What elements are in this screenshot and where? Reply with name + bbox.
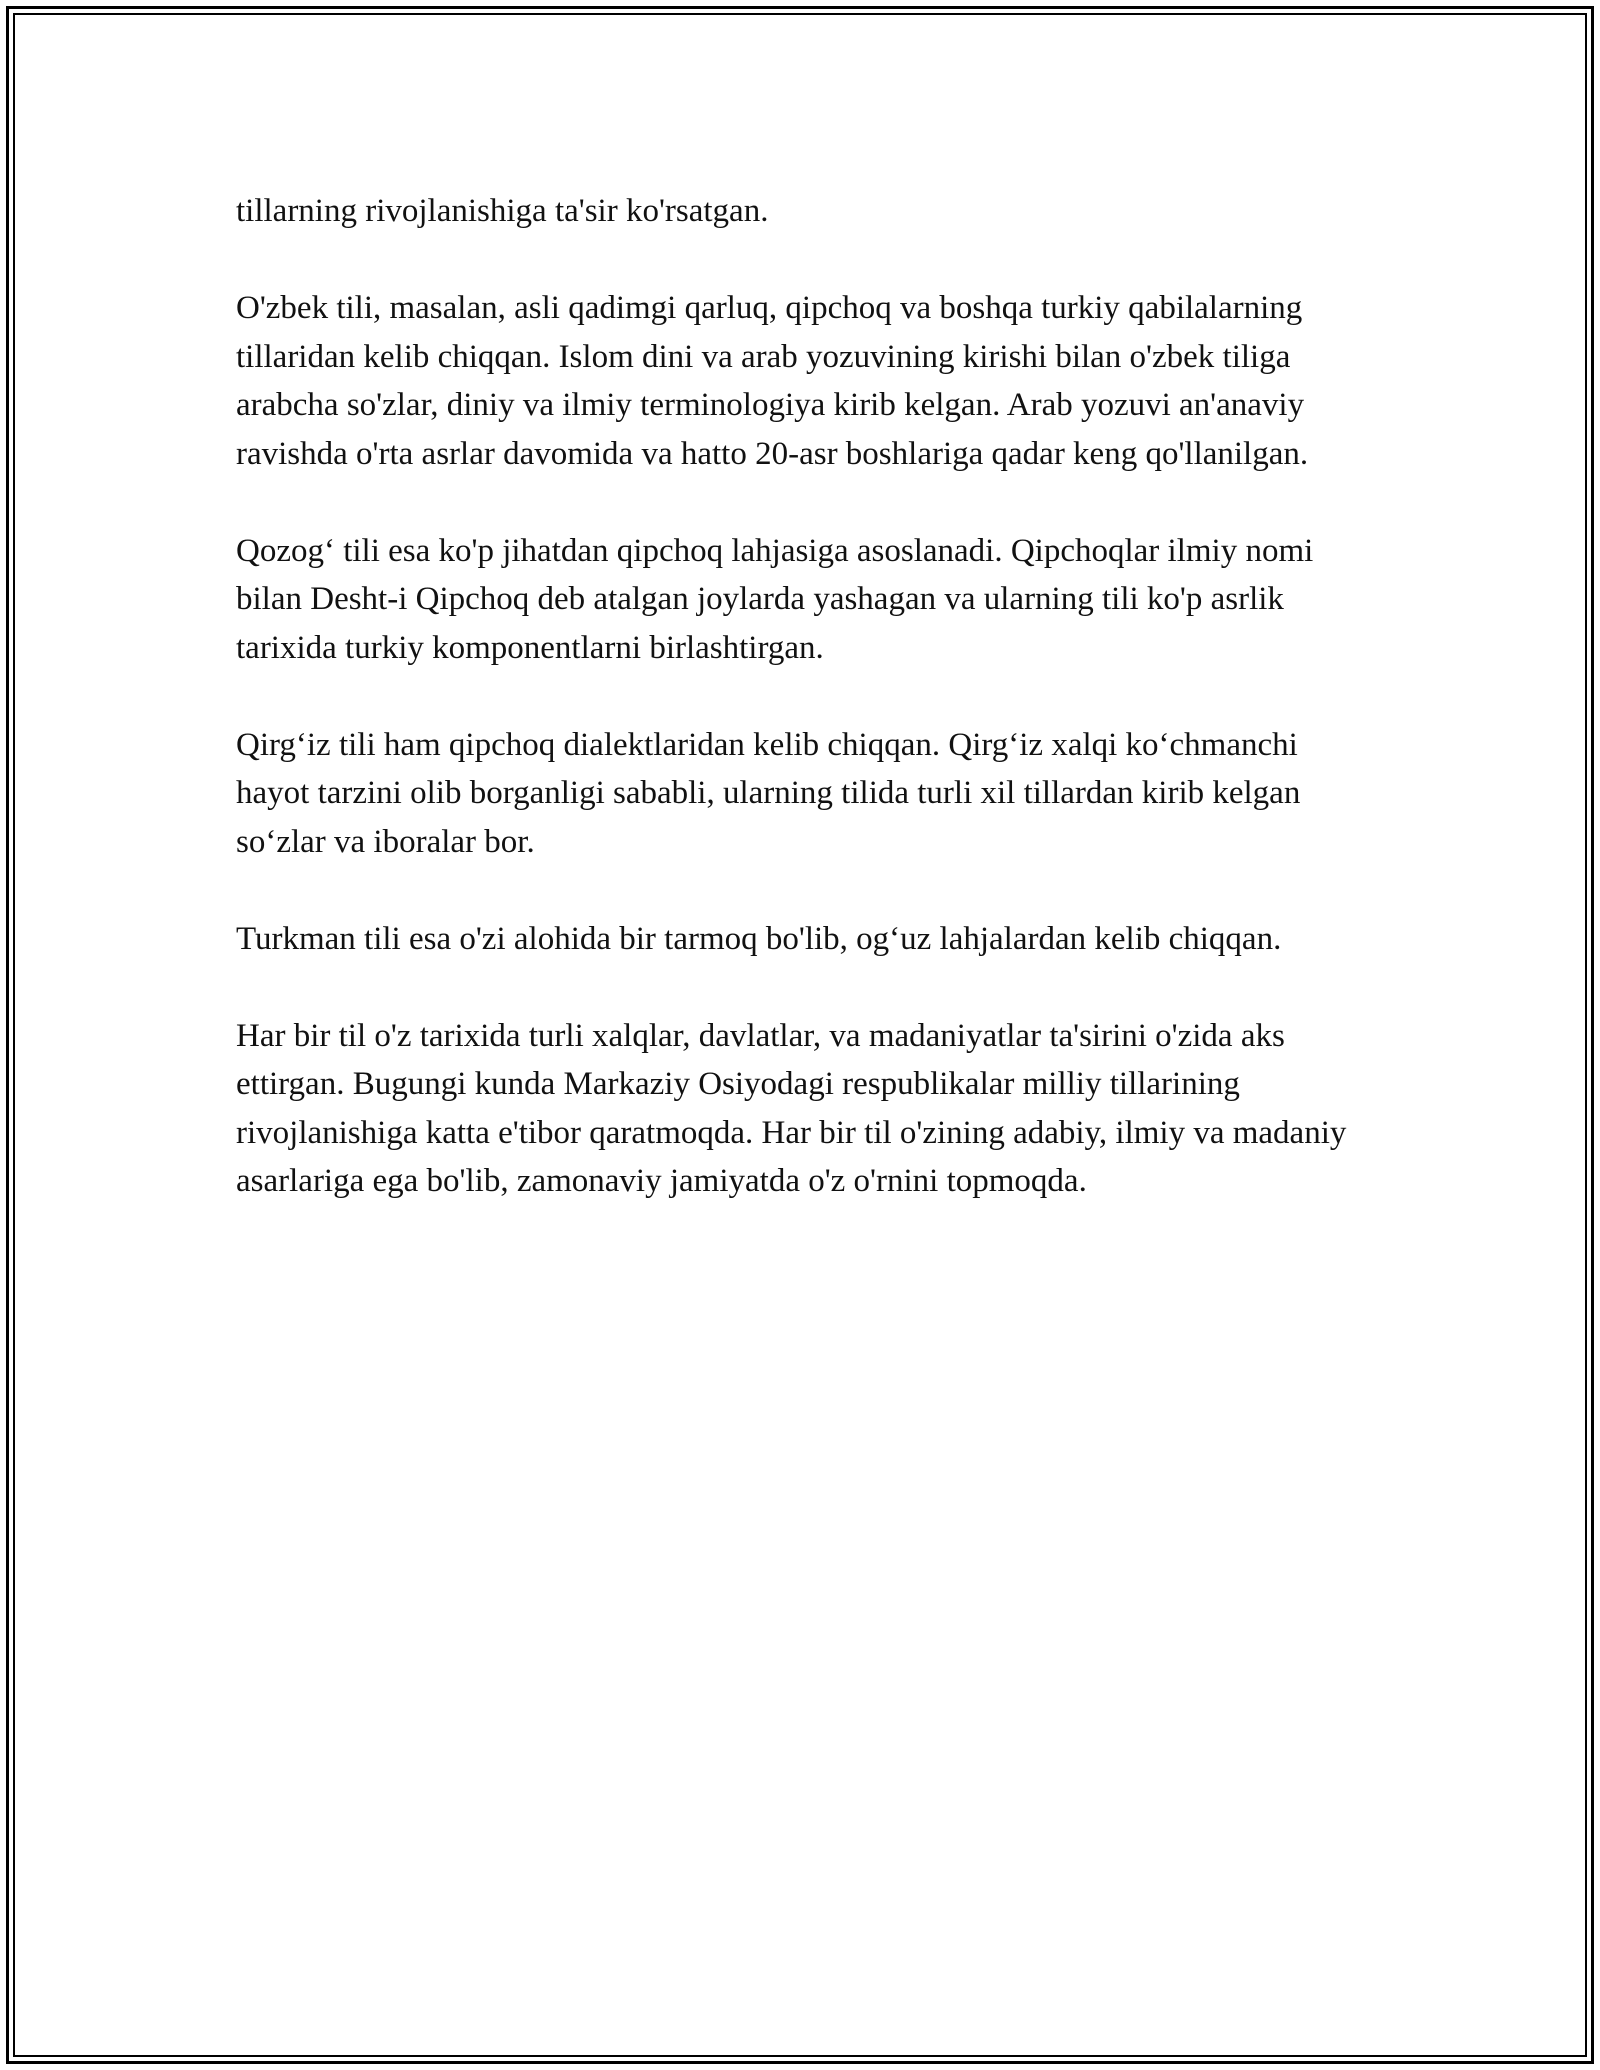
paragraph-2: O'zbek tili, masalan, asli qadimgi qarluq, qipchoq va boshqa turkiy qabilalarning tillaridan kelib chiqqan. Islom dini va arab yozuvining kirishi bilan o'zbek tiliga arabcha so'zlar, diniy va ilmiy terminologiya kirib kelgan. Arab yozuvi an'anaviy ravishda o'rta asrlar davomida va hatto 20-asr boshlariga qadar keng qo'llanilgan. (236, 290, 1309, 472)
paragraph-1: tillarning rivojlanishiga ta'sir ko'rsatgan. (236, 193, 769, 229)
paragraph-4: Qirg‘iz tili ham qipchoq dialektlaridan kelib chiqqan. Qirg‘iz xalqi ko‘chmanchi hayot tarzini olib borganligi sababli, ularning tilida turli xil tillardan kirib kelgan so‘zlar va iboralar bor. (236, 726, 1301, 860)
paragraph-3: Qozog‘ tili esa ko'p jihatdan qipchoq lahjasiga asoslanadi. Qipchoqlar ilmiy nomi bilan Desht-i Qipchoq deb atalgan joylarda yashagan va ularning tili ko'p asrlik tarixida turkiy komponentlarni birlashtirgan. (236, 532, 1314, 666)
paragraph-5: Turkman tili esa o'zi alohida bir tarmoq bo'lib, og‘uz lahjalardan kelib chiqqan. (236, 920, 1282, 957)
paragraph-6: Har bir til o'z tarixida turli xalqlar, davlatlar, va madaniyatlar ta'sirini o'zida aks ettirgan. Bugungi kunda Markaziy Osiyodagi respublikalar milliy tillarining rivojlanishiga katta e'tibor qaratmoqda. Har bir til o'zining adabiy, ilmiy va madaniy asarlariga ega bo'lib, zamonaviy jamiyatda o'z o'rnini topmoqda. (236, 1017, 1347, 1199)
document-body (236, 187, 1366, 1254)
